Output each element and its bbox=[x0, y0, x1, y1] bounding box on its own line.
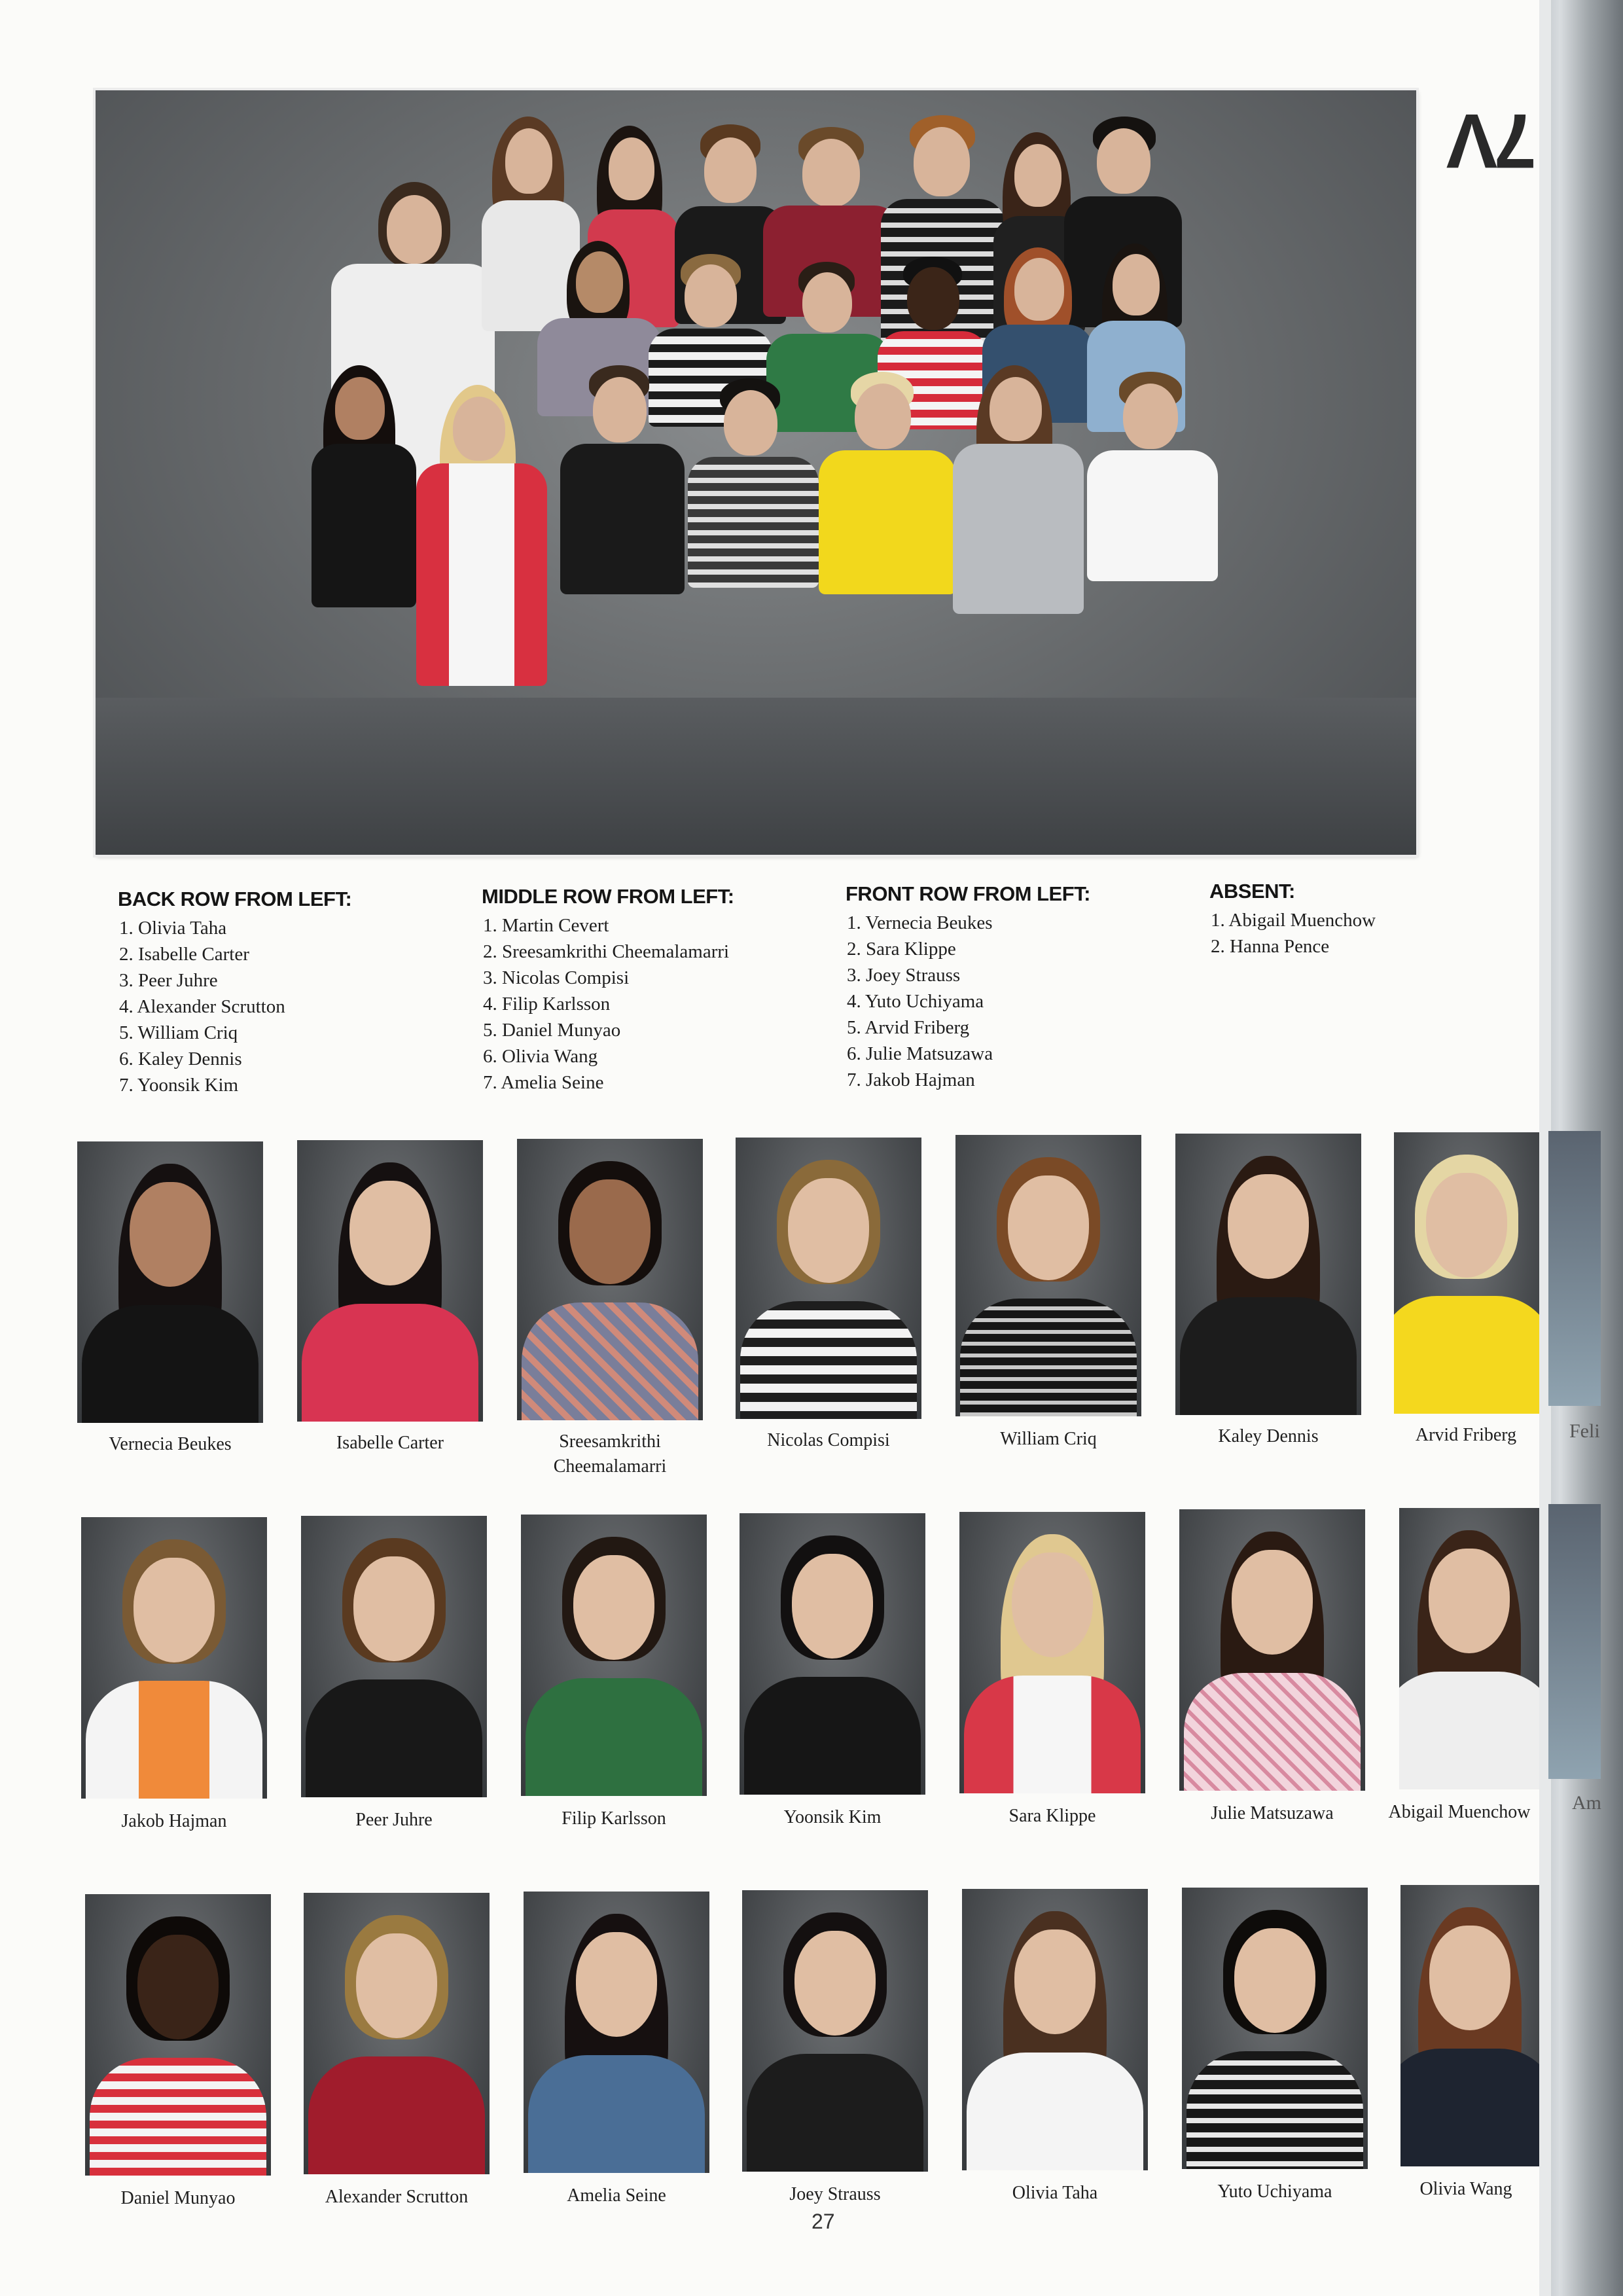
portrait-photo bbox=[740, 1513, 925, 1795]
list-item: 6. Kaley Dennis bbox=[119, 1049, 242, 1069]
list-item: 5. Daniel Munyao bbox=[483, 1020, 621, 1041]
portrait-photo bbox=[959, 1512, 1145, 1793]
class-label: 7V bbox=[1450, 98, 1537, 184]
list-item: 1. Abigail Muenchow bbox=[1211, 910, 1376, 931]
portrait-photo bbox=[77, 1141, 263, 1423]
portrait-caption: Nicolas Compisi bbox=[767, 1430, 890, 1450]
absent-heading: ABSENT: bbox=[1209, 880, 1295, 903]
next-page-caption: Feli bbox=[1569, 1420, 1600, 1442]
portrait-photo bbox=[1179, 1509, 1365, 1791]
portrait-photo bbox=[1394, 1132, 1539, 1414]
portrait-caption: Peer Juhre bbox=[355, 1810, 433, 1830]
list-item: 3. Peer Juhre bbox=[119, 970, 218, 991]
portrait-caption: Arvid Friberg bbox=[1415, 1425, 1517, 1445]
list-item: 3. Nicolas Compisi bbox=[483, 967, 630, 988]
page-number: 27 bbox=[812, 2210, 835, 2233]
back-row-heading: BACK ROW FROM LEFT: bbox=[118, 888, 352, 910]
portrait-photo bbox=[517, 1139, 703, 1420]
portrait-caption: Sreesamkrithi Cheemalamarri bbox=[553, 1431, 667, 1477]
next-page-photo bbox=[1548, 1131, 1601, 1406]
portrait-photo bbox=[521, 1515, 707, 1796]
list-item: 4. Alexander Scrutton bbox=[119, 996, 285, 1017]
portrait-photo bbox=[85, 1894, 271, 2176]
next-page-caption: Am bbox=[1572, 1792, 1601, 1814]
front-row-heading: FRONT ROW FROM LEFT: bbox=[846, 882, 1090, 905]
portrait-photo bbox=[955, 1135, 1141, 1416]
portrait-caption: Jakob Hajman bbox=[121, 1811, 227, 1831]
back-row-list bbox=[119, 915, 285, 1098]
portrait-caption: Isabelle Carter bbox=[336, 1433, 444, 1453]
list-item: 7. Yoonsik Kim bbox=[119, 1075, 239, 1096]
list-item: 5. Arvid Friberg bbox=[847, 1017, 970, 1038]
list-item: 5. William Criq bbox=[119, 1022, 238, 1043]
list-item: 2. Sara Klippe bbox=[847, 939, 956, 960]
portrait-photo bbox=[1175, 1134, 1361, 1415]
portrait-photo bbox=[81, 1517, 267, 1799]
portrait-photo bbox=[1182, 1888, 1368, 2169]
group-photo bbox=[96, 90, 1416, 855]
absent-list bbox=[1211, 907, 1376, 960]
list-item: 3. Joey Strauss bbox=[847, 965, 961, 986]
portrait-photo bbox=[297, 1140, 483, 1422]
middle-row-heading: MIDDLE ROW FROM LEFT: bbox=[482, 885, 734, 908]
portrait-caption: Abigail Muenchow bbox=[1388, 1802, 1531, 1822]
portrait-photo bbox=[736, 1138, 921, 1419]
list-item: 7. Jakob Hajman bbox=[847, 1069, 975, 1090]
portrait-photo bbox=[742, 1890, 928, 2172]
portrait-photo bbox=[301, 1516, 487, 1797]
list-item: 1. Olivia Taha bbox=[119, 918, 227, 939]
portrait-caption: Alexander Scrutton bbox=[325, 2187, 469, 2207]
portrait-photo bbox=[962, 1889, 1148, 2170]
portrait-caption: Yoonsik Kim bbox=[783, 1807, 882, 1827]
portrait-caption: Joey Strauss bbox=[789, 2184, 881, 2204]
portrait-caption: Daniel Munyao bbox=[120, 2188, 236, 2208]
list-item: 4. Yuto Uchiyama bbox=[847, 991, 984, 1012]
list-item: 1. Vernecia Beukes bbox=[847, 912, 993, 933]
portrait-caption: Amelia Seine bbox=[567, 2185, 666, 2206]
list-item: 4. Filip Karlsson bbox=[483, 994, 611, 1014]
list-item: 2. Hanna Pence bbox=[1211, 936, 1330, 957]
list-item: 7. Amelia Seine bbox=[483, 1072, 604, 1093]
middle-row-list bbox=[483, 912, 729, 1096]
front-row-list bbox=[847, 910, 993, 1093]
list-item: 2. Sreesamkrithi Cheemalamarri bbox=[483, 941, 730, 962]
portrait-caption: Yuto Uchiyama bbox=[1217, 2181, 1332, 2202]
portrait-caption: Vernecia Beukes bbox=[109, 1434, 232, 1454]
portrait-caption: Julie Matsuzawa bbox=[1211, 1803, 1334, 1823]
next-page-photo bbox=[1548, 1504, 1601, 1779]
portrait-caption: Filip Karlsson bbox=[562, 1808, 666, 1829]
portrait-caption: Olivia Taha bbox=[1012, 2183, 1098, 2203]
list-item: 2. Isabelle Carter bbox=[119, 944, 249, 965]
portrait-caption: Sara Klippe bbox=[1008, 1806, 1096, 1826]
portrait-photo bbox=[1400, 1885, 1539, 2166]
portrait-photo bbox=[304, 1893, 490, 2174]
list-item: 1. Martin Cevert bbox=[483, 915, 609, 936]
portrait-photo bbox=[1399, 1508, 1539, 1789]
portrait-photo bbox=[524, 1892, 709, 2173]
portrait-caption: Olivia Wang bbox=[1419, 2179, 1512, 2199]
portrait-caption: William Criq bbox=[1000, 1429, 1097, 1449]
list-item: 6. Julie Matsuzawa bbox=[847, 1043, 993, 1064]
list-item: 6. Olivia Wang bbox=[483, 1046, 598, 1067]
portrait-caption: Kaley Dennis bbox=[1218, 1426, 1319, 1446]
